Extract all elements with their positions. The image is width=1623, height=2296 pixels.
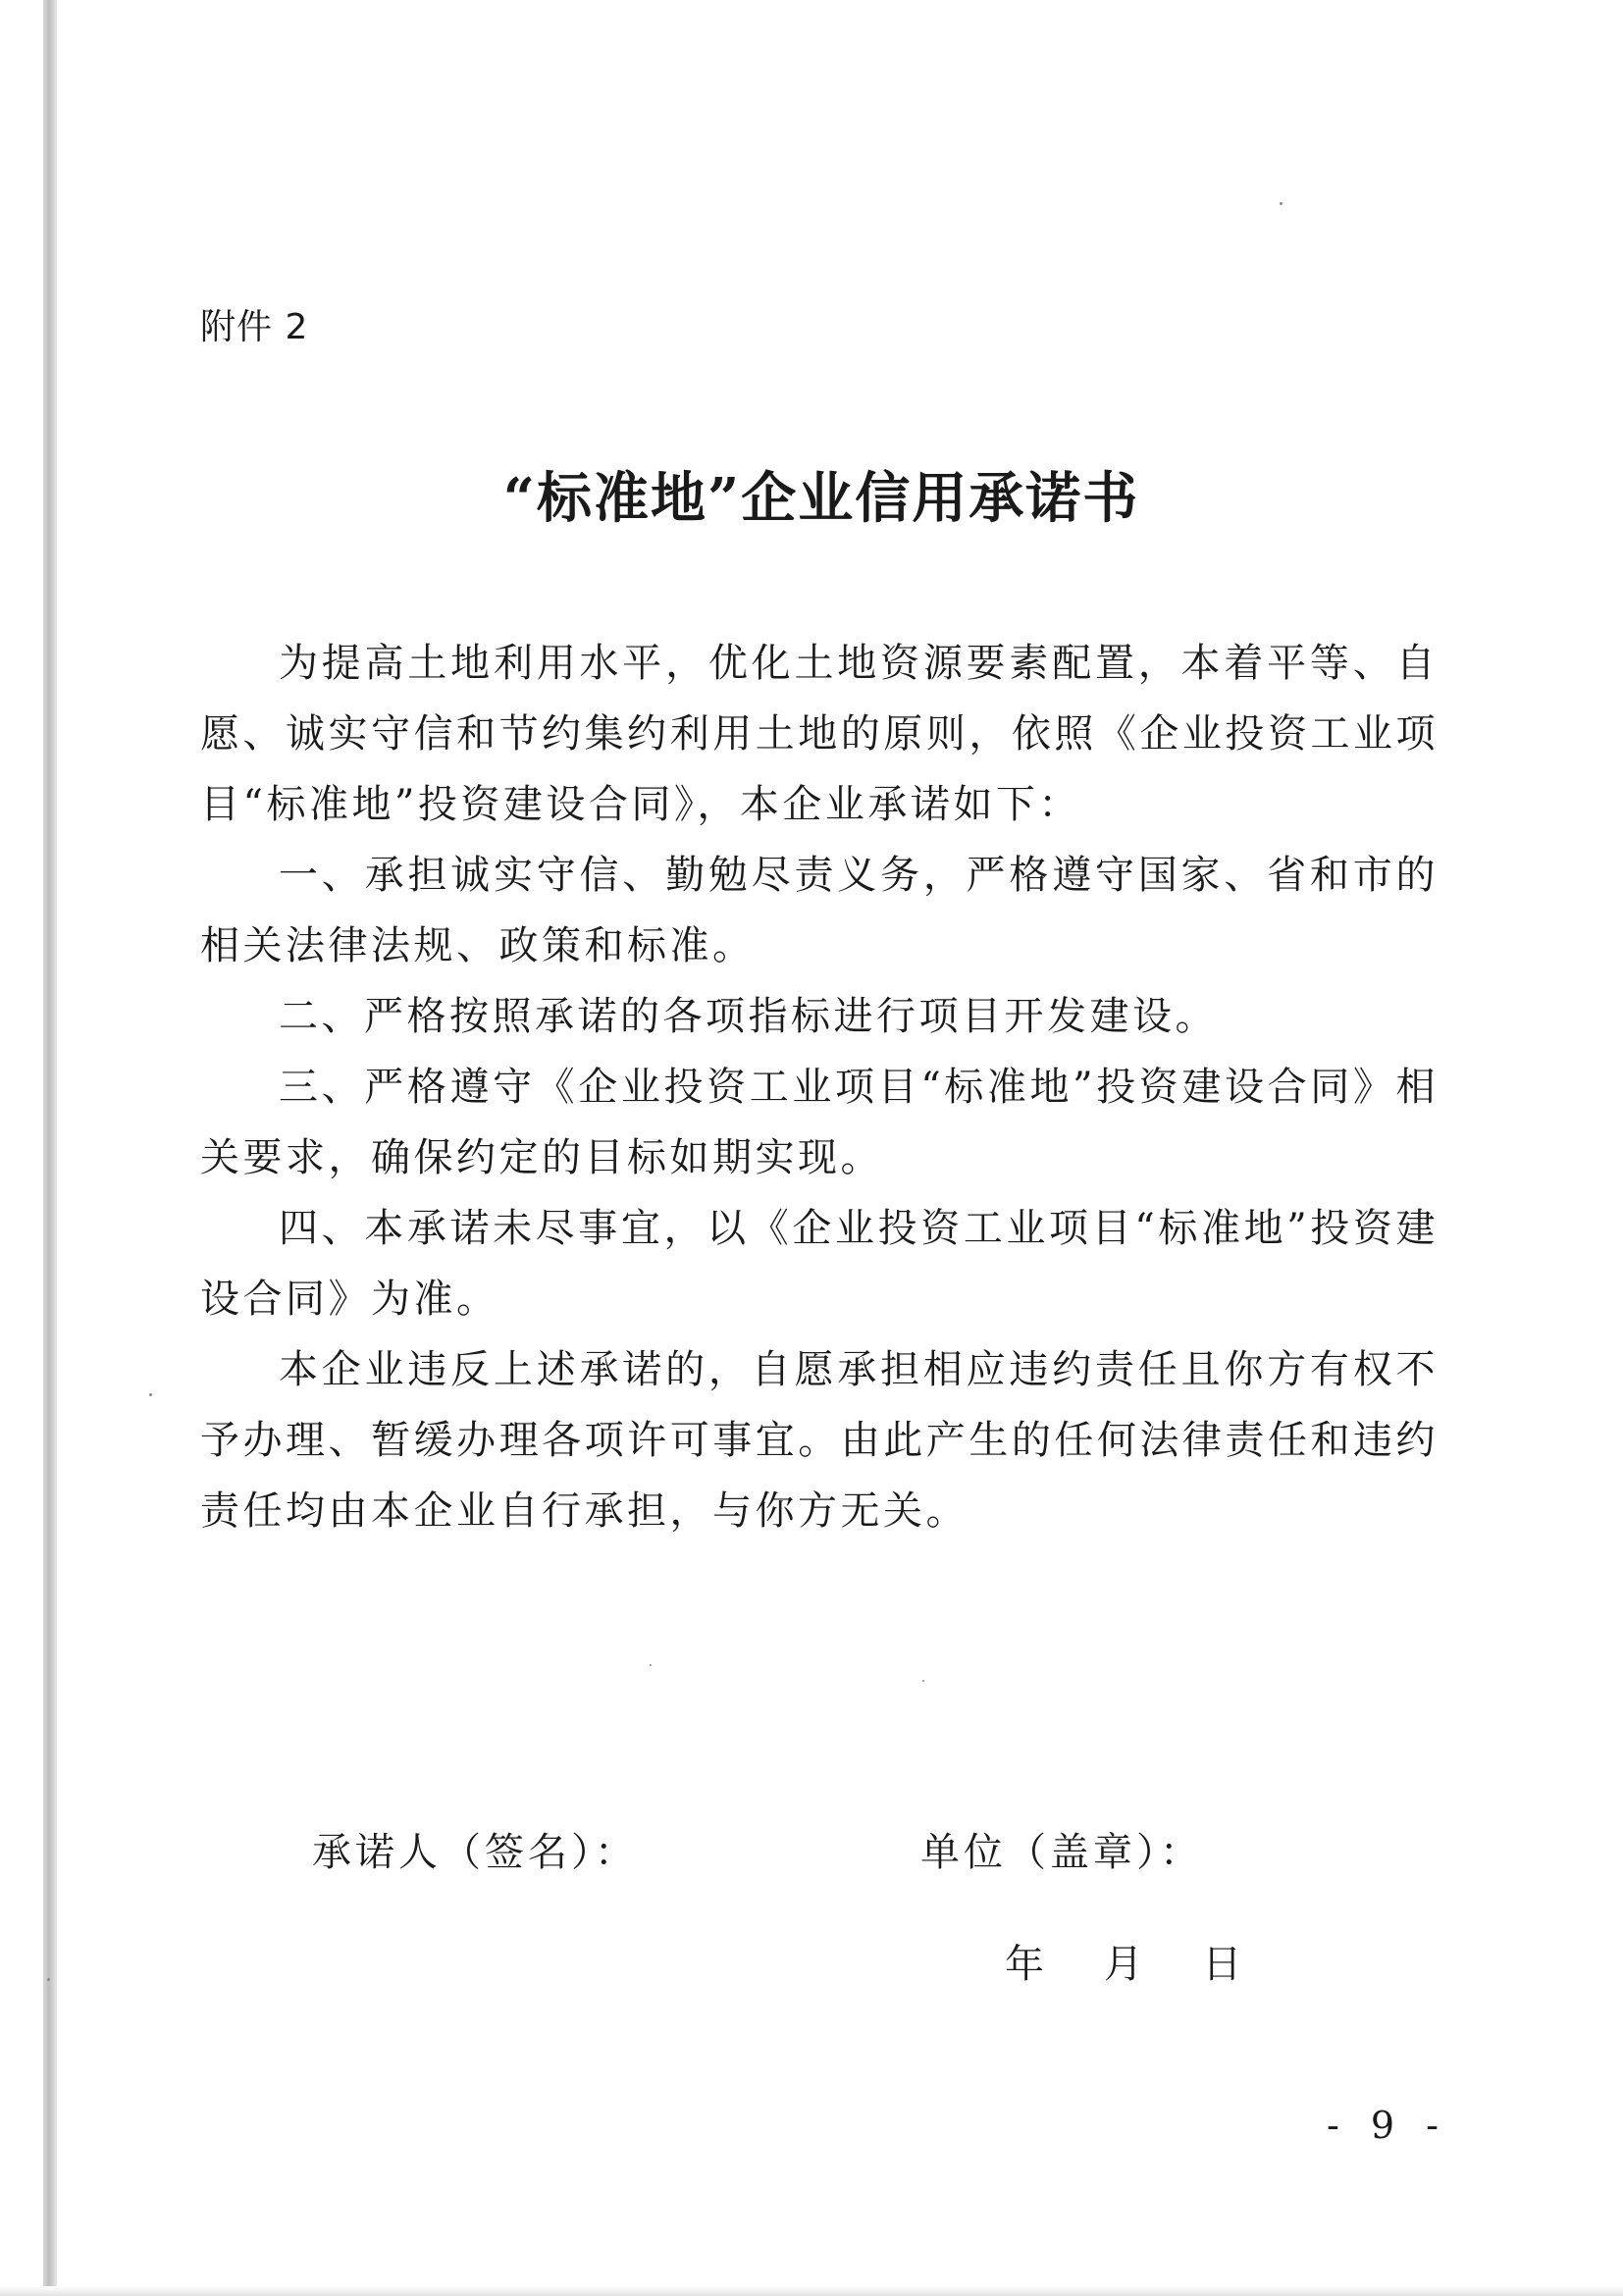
- body-paragraph: 四、本承诺未尽事宜，以《企业投资工业项目“标准地”投资建设合同》为准。: [200, 1206, 1439, 1322]
- scan-speck: [47, 1978, 50, 1981]
- scan-speck: [922, 1680, 924, 1682]
- scan-speck: [1280, 202, 1283, 205]
- body-paragraph: 本企业违反上述承诺的，自愿承担相应违约责任且你方有权不予办理、暂缓办理各项许可事宜。由此产生的任何法律责任和违约责任均由本企业自行承担，与你方无关。: [200, 1347, 1439, 1534]
- page-number: - 9 -: [1327, 2104, 1449, 2147]
- scan-bottom-shadow: [0, 2286, 1623, 2296]
- body-paragraph: 一、承担诚实守信、勤勉尽责义务，严格遵守国家、省和市的相关法律法规、政策和标准。: [200, 853, 1439, 968]
- scan-speck: [650, 1664, 652, 1666]
- document-title: “标准地”企业信用承诺书: [502, 466, 1140, 531]
- unit-seal-label: 单位（盖章）：: [920, 1830, 1203, 1875]
- promisor-signature-label: 承诺人（签名）：: [312, 1830, 638, 1875]
- document-body: [200, 628, 1439, 1546]
- body-paragraph: 二、严格按照承诺的各项指标进行项目开发建设。: [279, 994, 1218, 1039]
- attachment-label: 附件 2: [200, 307, 309, 347]
- scan-binding-shadow: [43, 0, 57, 2296]
- scan-speck: [149, 1393, 152, 1396]
- body-paragraph: 三、严格遵守《企业投资工业项目“标准地”投资建设合同》相关要求，确保约定的目标如期实现。: [200, 1065, 1439, 1180]
- body-paragraph: 为提高土地利用水平，优化土地资源要素配置，本着平等、自愿、诚实守信和节约集约利用土地的原则，依照《企业投资工业项目“标准地”投资建设合同》，本企业承诺如下：: [200, 641, 1439, 827]
- date-label: 年 月 日: [1005, 1942, 1266, 1987]
